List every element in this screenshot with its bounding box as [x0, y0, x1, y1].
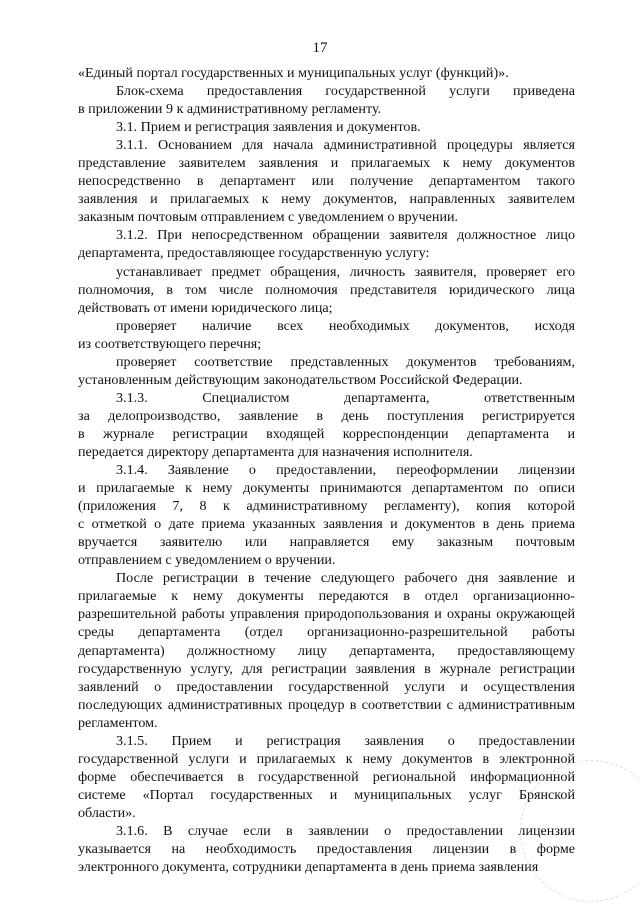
- paragraph: 3.1.6. В случае если в заявлении о предоставлении лицензии указывается на необходимость предоставления лицензии в форме электронного документа, сотрудники департамента в день приема заявления: [78, 822, 575, 876]
- paragraph: проверяет наличие всех необходимых документов, исходя из соответствующего перечня;: [78, 317, 575, 352]
- paragraph: 3.1.2. При непосредственном обращении заявителя должностное лицо департамента, предоставляющее государственную услугу:: [78, 227, 575, 262]
- paragraph: 3.1. Прием и регистрация заявления и документов.: [116, 119, 421, 136]
- paragraph: 3.1.1. Основанием для начала административной процедуры является представление заявителем заявления и прилагаемых к нему документов непосредственно в департамент или получение департаментом такого заявления и прилагаемых к нему документов, направленных заявителем заказным почтовым отправлением с уведомлением о вручении.: [78, 137, 575, 226]
- paragraph: После регистрации в течение следующего рабочего дня заявление и прилагаемые к нему документы передаются в отдел организационно-разрешительной работы управления природопользования и охраны окружающей среды департамента (отдел организационно-разрешительной работы департамента) должностному лицу департамента, предоставляющему государственную услугу, для регистрации заявления в журнале регистрации заявлений о предоставлении государственной услуги и осуществления последующих административных процедур в соответствии с административным регламентом.: [78, 570, 575, 731]
- paragraph: Блок-схема предоставления государственной услуги приведена в приложении 9 к административному регламенту.: [78, 83, 575, 118]
- paragraph: устанавливает предмет обращения, личность заявителя, проверяет его полномочия, в том числе полномочия представителя юридического лица действовать от имени юридического лица;: [78, 263, 575, 316]
- paragraph: 3.1.4. Заявление о предоставлении, переоформлении лицензии и прилагаемые к нему документы принимаются департаментом по описи (приложения 7, 8 к административному регламенту), копия которой с отметкой о дате приема указанных заявления и документов в день приема вручается заявителю или направляется ему заказным почтовым отправлением с уведомлением о вручении.: [78, 462, 575, 569]
- document-body: [78, 64, 575, 876]
- paragraph: 3.1.3. Специалистом департамента, ответственным за делопроизводство, заявление в день поступления регистрируется в журнале регистрации входящей корреспонденции департамента и передается директору департамента для назначения исполнителя.: [78, 389, 575, 460]
- page-number: 17: [312, 40, 328, 56]
- paragraph: проверяет соответствие представленных документов требованиям, установленным действующим законодательством Российской Федерации.: [78, 353, 575, 388]
- paragraph: «Единый портал государственных и муниципальных услуг (функций)».: [78, 65, 509, 81]
- paragraph: 3.1.5. Прием и регистрация заявления о предоставлении государственной услуги и прилагаемых к нему документов в электронной форме обеспечивается в государственной региональной информационной системе «Портал государственных и муниципальных услуг Брянской области».: [78, 732, 575, 821]
